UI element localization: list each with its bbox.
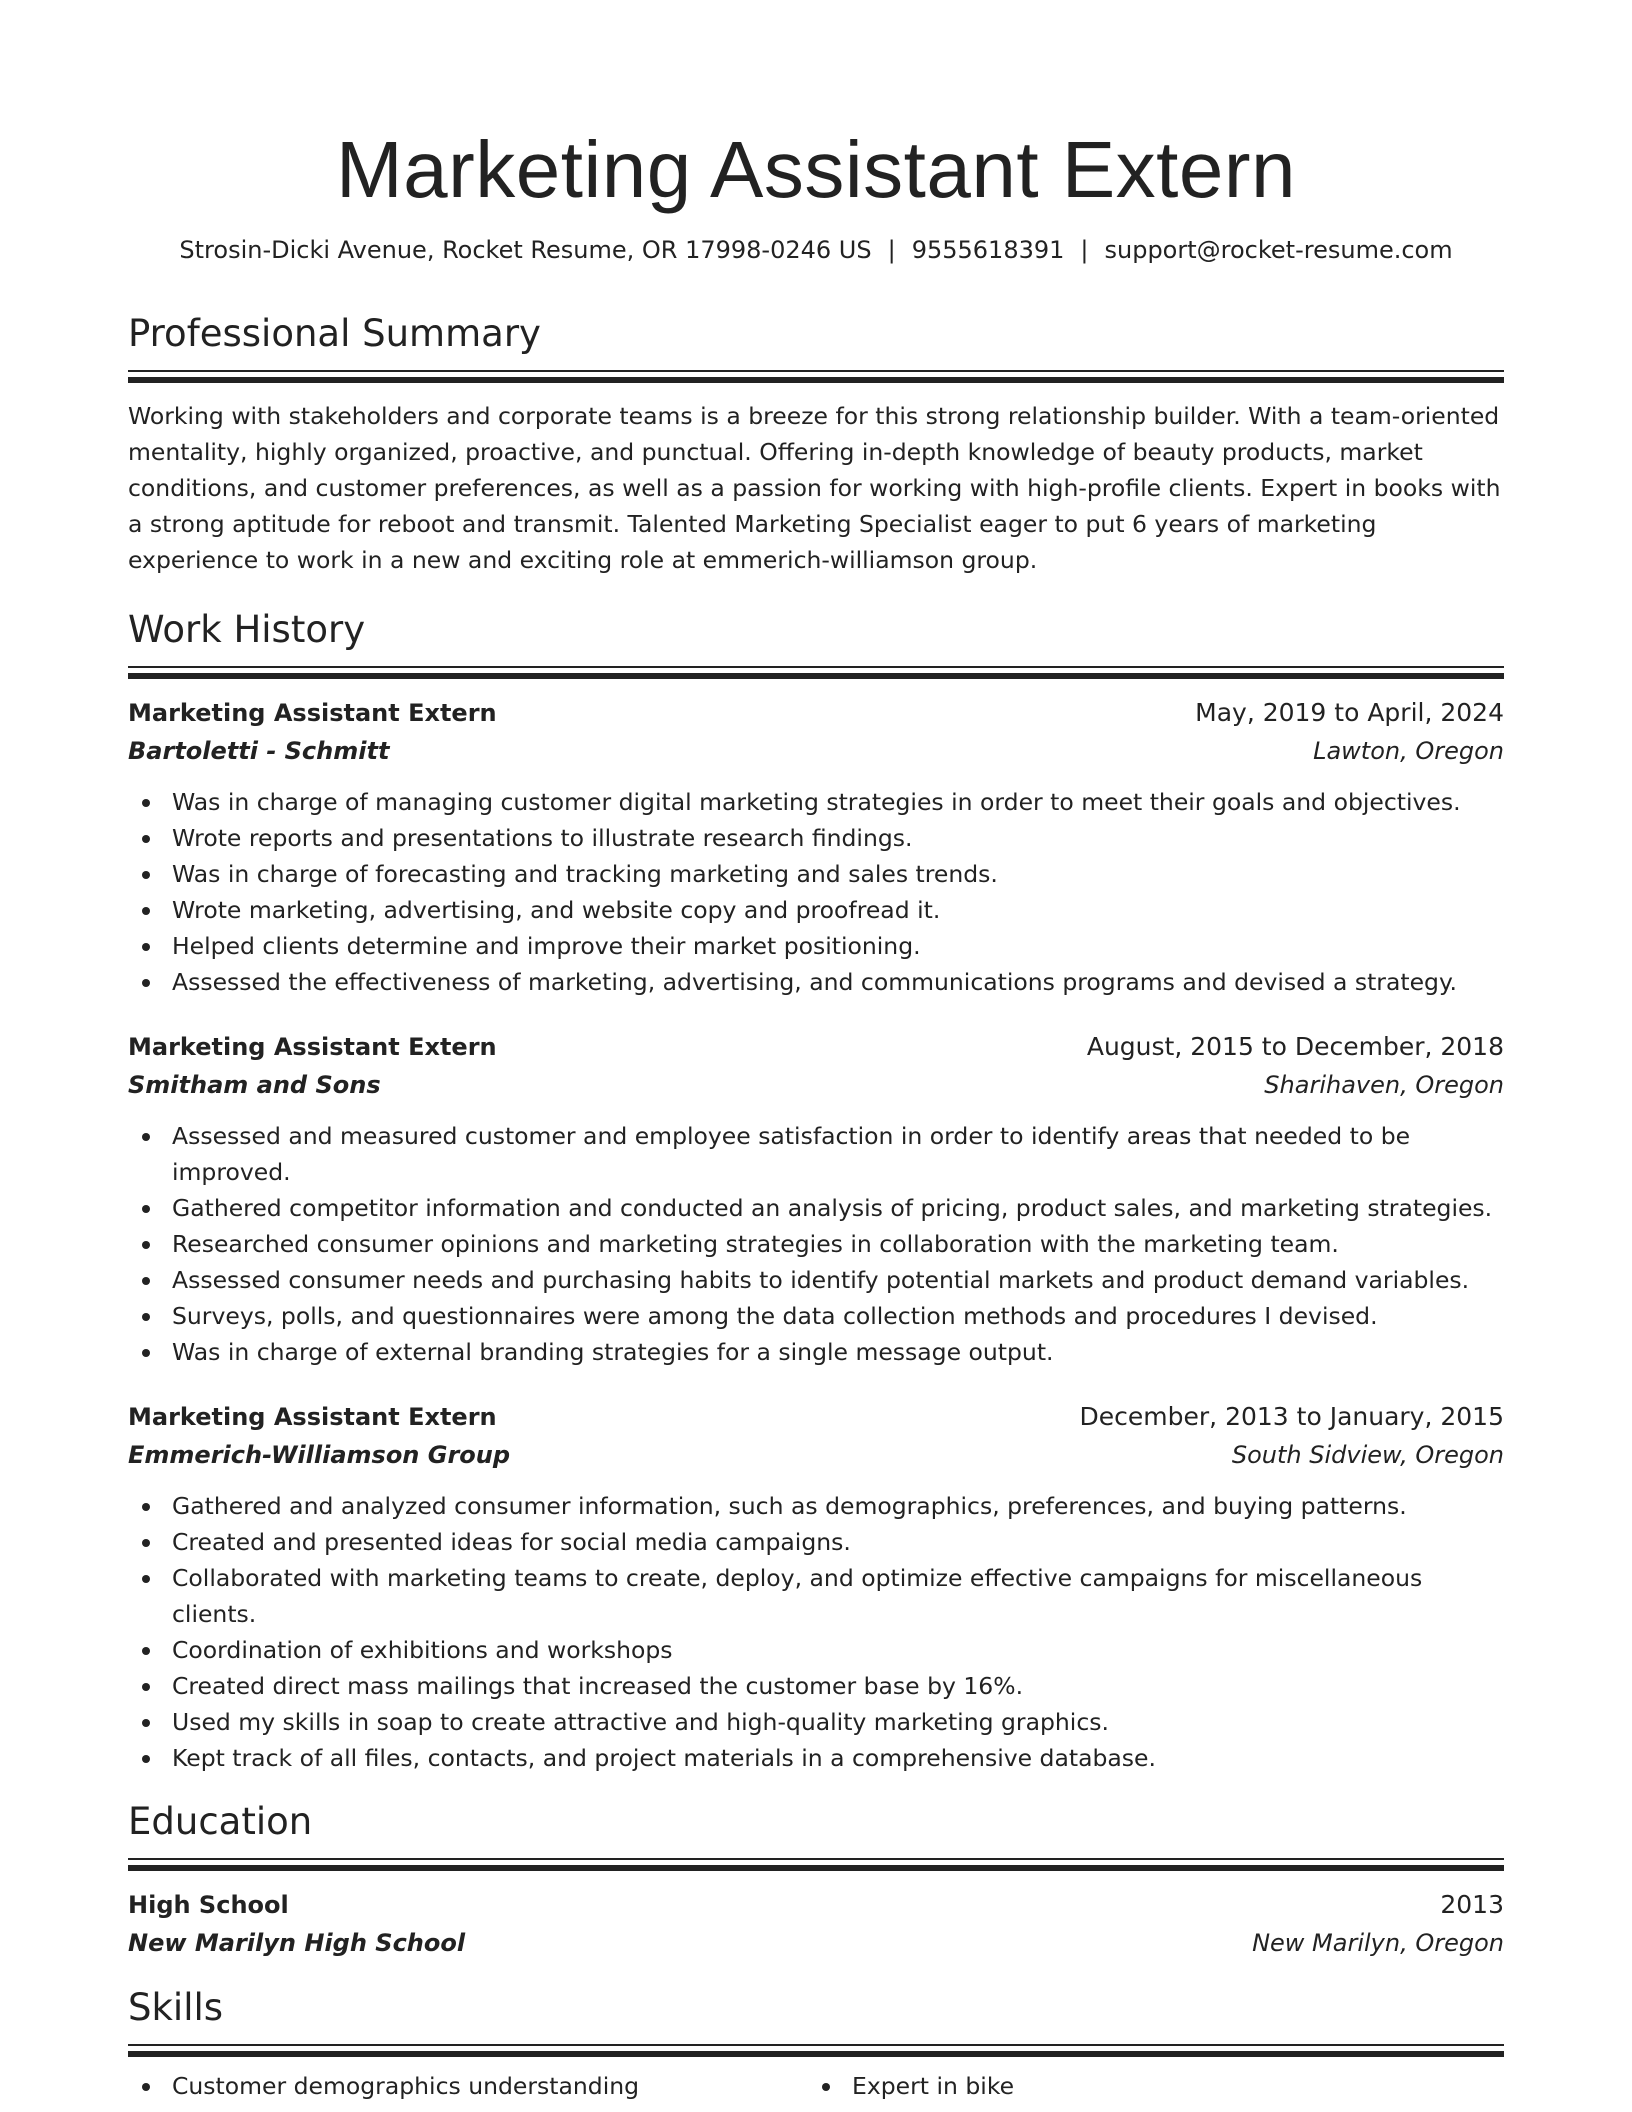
list-item-text: Gathered and analyzed consumer information, such as demographics, preferences, and buying patterns. <box>172 1492 1407 1520</box>
list-item <box>172 1190 1504 1226</box>
candidate-name: Marketing Assistant Extern <box>335 125 1297 214</box>
bullet-icon <box>142 1539 150 1547</box>
bullet-icon <box>142 2083 150 2091</box>
bullet-icon <box>142 1349 150 1357</box>
section-title-summary: Professional Summary <box>128 312 541 355</box>
education-school: New Marilyn High School <box>128 1929 466 1957</box>
list-item-text: Assessed the effectiveness of marketing, advertising, and communications programs and devised a strategy. <box>172 968 1457 996</box>
bullet-icon <box>822 2083 830 2091</box>
bullet-icon <box>142 1503 150 1511</box>
list-item <box>172 964 1504 1000</box>
list-item-text: Created and presented ideas for social media campaigns. <box>172 1528 851 1556</box>
education-year: 2013 <box>1440 1890 1504 1919</box>
list-item-text: Created direct mass mailings that increased the customer base by 16%. <box>172 1672 1024 1700</box>
job-entry <box>128 1398 1504 1776</box>
job-header-row <box>128 694 1504 732</box>
list-item-text: Was in charge of external branding strategies for a single message output. <box>172 1338 1054 1366</box>
job-title: Marketing Assistant Extern <box>128 1033 497 1061</box>
list-item-text: Collaborated with marketing teams to create, deploy, and optimize effective campaigns for miscellaneous clients. <box>172 1564 1423 1628</box>
list-item <box>172 1226 1504 1262</box>
skills-grid <box>128 2068 1504 2104</box>
job-header-row <box>128 1398 1504 1436</box>
list-item-text: Assessed and measured customer and employee satisfaction in order to identify areas that needed to be improved. <box>172 1122 1411 1186</box>
job-title: Marketing Assistant Extern <box>128 1403 497 1431</box>
bullet-icon <box>142 835 150 843</box>
education-entry <box>128 1886 1504 1962</box>
job-bullets <box>128 1118 1504 1370</box>
list-item <box>172 1524 1504 1560</box>
skills-list <box>128 2068 808 2104</box>
bullet-icon <box>142 1241 150 1249</box>
job-header-row <box>128 1028 1504 1066</box>
bullet-icon <box>142 1277 150 1285</box>
job-company-row <box>128 1436 1504 1474</box>
job-location: Sharihaven, Oregon <box>1264 1071 1504 1099</box>
bullet-icon <box>142 979 150 987</box>
list-item <box>172 892 1504 928</box>
section-title-work-history: Work History <box>128 608 366 651</box>
list-item-text: Gathered competitor information and conducted an analysis of pricing, product sales, and marketing strategies. <box>172 1194 1493 1222</box>
contact-address: Strosin-Dicki Avenue, Rocket Resume, OR 17998-0246 US <box>179 236 872 264</box>
job-location: South Sidview, Oregon <box>1231 1441 1504 1469</box>
contact-line <box>128 234 1504 266</box>
list-item-text: Used my skills in soap to create attractive and high-quality marketing graphics. <box>172 1708 1109 1736</box>
list-item <box>172 2068 808 2104</box>
education-header-row <box>128 1886 1504 1924</box>
bullet-icon <box>142 1755 150 1763</box>
education-degree: High School <box>128 1891 289 1919</box>
bullet-icon <box>142 1133 150 1141</box>
bullet-icon <box>142 1719 150 1727</box>
section-divider <box>128 666 1504 680</box>
section-divider <box>128 1858 1504 1872</box>
education-location: New Marilyn, Oregon <box>1252 1929 1504 1957</box>
bullet-icon <box>142 1575 150 1583</box>
list-item-text: Was in charge of managing customer digital marketing strategies in order to meet their goals and objectives. <box>172 788 1461 816</box>
skills-section <box>128 1984 1504 2104</box>
job-dates: August, 2015 to December, 2018 <box>1086 1032 1504 1061</box>
list-item <box>172 1488 1504 1524</box>
list-item-text: Surveys, polls, and questionnaires were among the data collection methods and procedures I devised. <box>172 1302 1378 1330</box>
job-dates: May, 2019 to April, 2024 <box>1195 698 1504 727</box>
bullet-icon <box>142 1647 150 1655</box>
list-item <box>852 2068 1488 2104</box>
job-entry <box>128 694 1504 1000</box>
list-item-text: Coordination of exhibitions and workshops <box>172 1636 673 1664</box>
job-title: Marketing Assistant Extern <box>128 699 497 727</box>
job-company-row <box>128 732 1504 770</box>
list-item-text: Kept track of all files, contacts, and project materials in a comprehensive database. <box>172 1744 1156 1772</box>
skill-text: Customer demographics understanding <box>172 2072 640 2100</box>
section-divider <box>128 370 1504 384</box>
skills-column-left <box>128 2068 808 2104</box>
bullet-icon <box>142 1205 150 1213</box>
list-item <box>172 856 1504 892</box>
job-company: Emmerich-Williamson Group <box>128 1441 511 1469</box>
list-item <box>172 1632 1504 1668</box>
list-item <box>172 1704 1504 1740</box>
job-entry <box>128 1028 1504 1370</box>
section-title-education: Education <box>128 1800 313 1843</box>
list-item <box>172 1262 1504 1298</box>
list-item <box>172 1118 1504 1190</box>
education-section <box>128 1798 1504 1962</box>
contact-separator: | <box>1080 236 1089 264</box>
list-item-text: Wrote reports and presentations to illustrate research findings. <box>172 824 913 852</box>
skills-column-right <box>808 2068 1488 2104</box>
bullet-icon <box>142 907 150 915</box>
list-item <box>172 1560 1504 1632</box>
list-item <box>172 820 1504 856</box>
list-item <box>172 1298 1504 1334</box>
education-school-row <box>128 1924 1504 1962</box>
section-divider <box>128 2044 1504 2058</box>
list-item <box>172 1668 1504 1704</box>
list-item-text: Assessed consumer needs and purchasing habits to identify potential markets and product demand variables. <box>172 1266 1470 1294</box>
bullet-icon <box>142 943 150 951</box>
contact-separator: | <box>887 236 896 264</box>
job-company-row <box>128 1066 1504 1104</box>
list-item <box>172 928 1504 964</box>
list-item <box>172 1334 1504 1370</box>
job-bullets <box>128 1488 1504 1776</box>
list-item <box>172 784 1504 820</box>
skill-text: Expert in bike <box>852 2072 1015 2100</box>
job-dates: December, 2013 to January, 2015 <box>1079 1402 1504 1431</box>
list-item <box>172 1740 1504 1776</box>
bullet-icon <box>142 1313 150 1321</box>
bullet-icon <box>142 871 150 879</box>
section-title-skills: Skills <box>128 1986 224 2029</box>
contact-email: support@rocket-resume.com <box>1104 236 1453 264</box>
job-location: Lawton, Oregon <box>1313 737 1504 765</box>
list-item-text: Was in charge of forecasting and tracking marketing and sales trends. <box>172 860 998 888</box>
job-company: Bartoletti - Schmitt <box>128 737 390 765</box>
work-history-section <box>128 606 1504 1776</box>
bullet-icon <box>142 799 150 807</box>
job-bullets <box>128 784 1504 1000</box>
job-company: Smitham and Sons <box>128 1071 381 1099</box>
list-item-text: Wrote marketing, advertising, and website copy and proofread it. <box>172 896 941 924</box>
list-item-text: Researched consumer opinions and marketing strategies in collaboration with the marketing team. <box>172 1230 1339 1258</box>
summary-section <box>128 310 1504 578</box>
summary-text: Working with stakeholders and corporate teams is a breeze for this strong relationship builder. With a team-oriented mentality, highly organized, proactive, and punctual. Offering in-depth knowledge of beauty products, market conditions, and customer preferences, as well as a passion for working with high-profile clients. Expert in books with a strong aptitude for reboot and transmit. Talented Marketing Specialist eager to put 6 years of marketing experience to work in a new and exciting role at emmerich-williamson group. <box>128 402 1501 574</box>
contact-phone: 9555618391 <box>911 236 1065 264</box>
list-item-text: Helped clients determine and improve their market positioning. <box>172 932 921 960</box>
skills-list <box>808 2068 1488 2104</box>
bullet-icon <box>142 1683 150 1691</box>
